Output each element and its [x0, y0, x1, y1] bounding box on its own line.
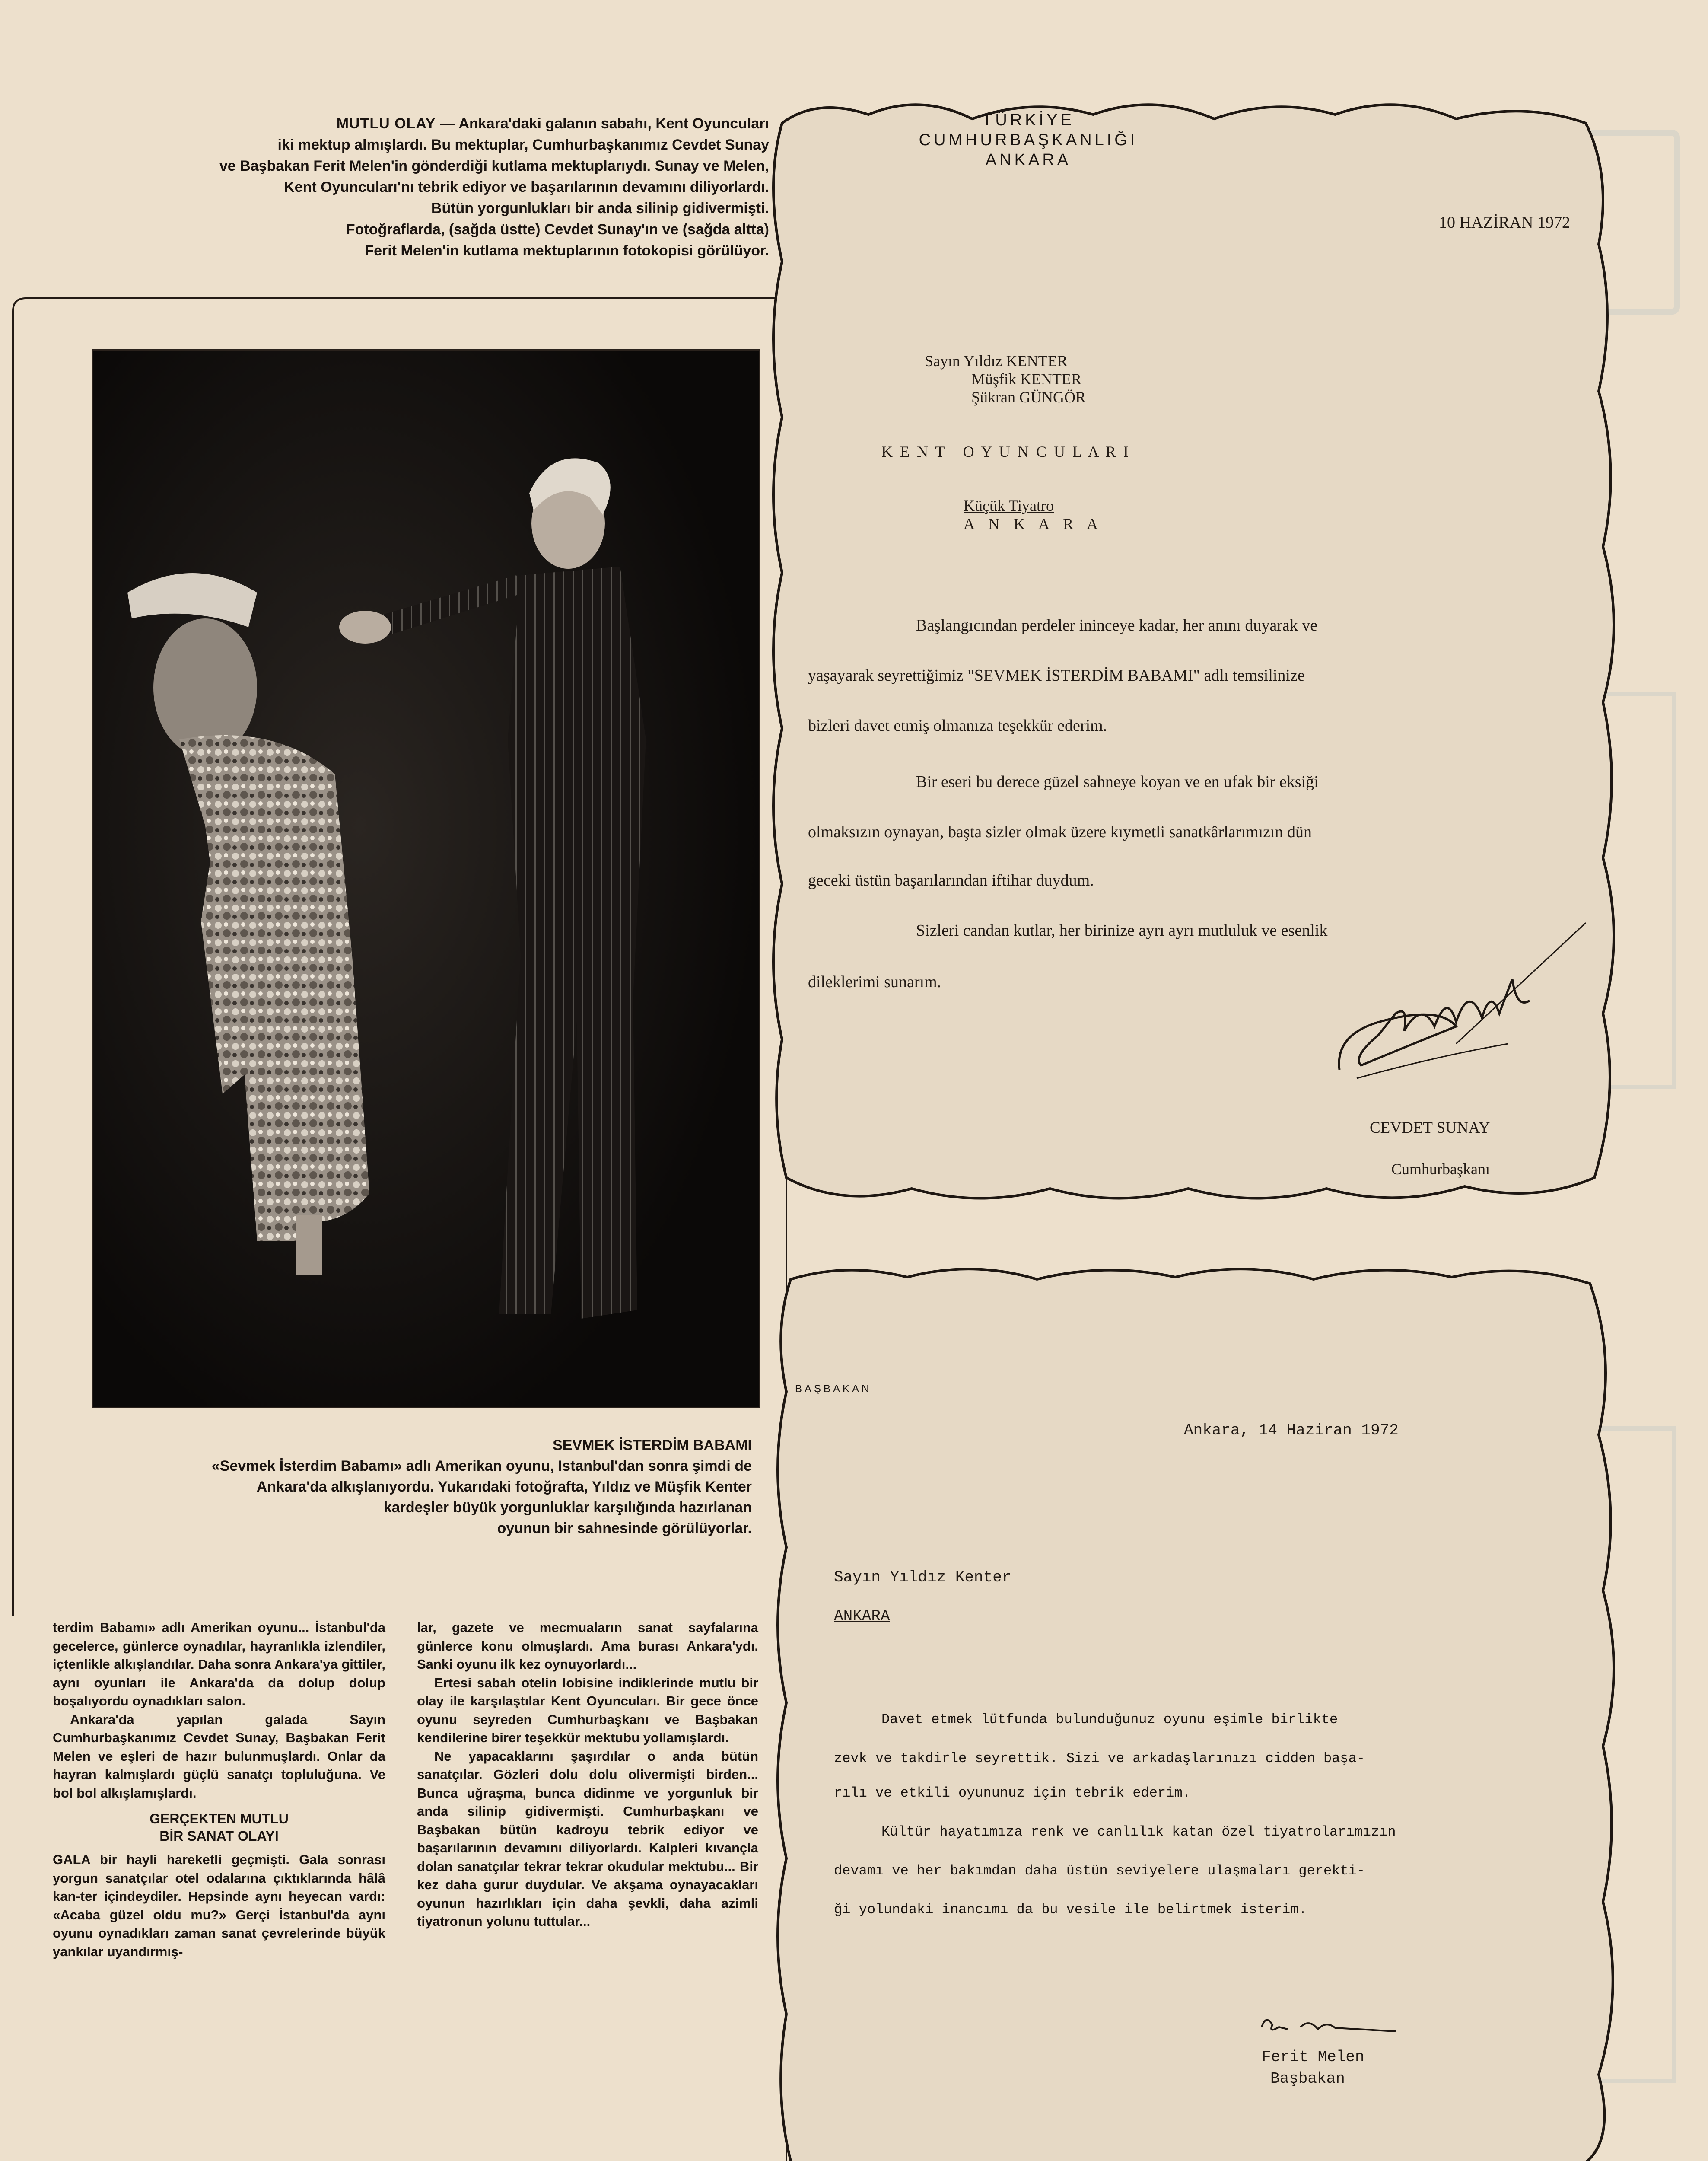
caption-line: Ferit Melen'in kutlama mektuplarının fotokopisi görülüyor.	[365, 242, 769, 259]
letter-body-line: Sizleri candan kutlar, her birinize ayrı ayrı mutluluk ve esenlik	[916, 921, 1328, 940]
letter-date: Ankara, 14 Haziran 1972	[1184, 1422, 1399, 1439]
article-paragraph: Ertesi sabah otelin lobisine indiklerinde mutlu bir olay ile karşılaştılar Kent Oyuncuları. Bir gece önce oyunu seyreden Cumhurbaşkanı ve Başbakan kendilerine birer teşekkür mektubu yollamışlardı.	[417, 1675, 758, 1745]
letter-body-line: devamı ve her bakımdan daha üstün seviyelere ulaşmaları gerekti-	[834, 1863, 1365, 1879]
caption-line: «Sevmek İsterdim Babamı» adlı Amerikan oyunu, Istanbul'dan sonra şimdi de	[211, 1458, 752, 1474]
recipient-line: Şükran GÜNGÖR	[971, 389, 1086, 406]
article-column-1	[53, 1619, 385, 1961]
signer-title: Başbakan	[1270, 2070, 1345, 2088]
signature-sunay	[1326, 914, 1594, 1096]
signer-title: Cumhurbaşkanı	[1391, 1160, 1490, 1178]
article-subheading-line-1: GERÇEKTEN MUTLU	[149, 1811, 289, 1826]
article-subheading-line-2: BİR SANAT OLAYI	[159, 1828, 279, 1844]
letter-body-line: Bir eseri bu derece güzel sahneye koyan ve en ufak bir eksiği	[916, 773, 1319, 791]
top-caption-lead: MUTLU OLAY —	[336, 115, 455, 132]
recipient-line: Küçük Tiyatro	[964, 497, 1054, 514]
letter-body-line: rılı ve etkili oyununuz için tebrik ederim.	[834, 1785, 1191, 1801]
signer-name: Ferit Melen	[1262, 2048, 1364, 2066]
letter-body-line: Başlangıcından perdeler ininceye kadar, her anını duyarak ve	[916, 616, 1318, 634]
caption-line: Bütün yorgunlukları bir anda silinip gidivermişti.	[431, 200, 769, 217]
recipient-line: Sayın Yıldız Kenter	[834, 1568, 1011, 1586]
caption-line: oyunun bir sahnesinde görülüyorlar.	[497, 1520, 752, 1536]
letter-presidential	[791, 106, 1603, 1195]
caption-line: kardeşler büyük yorgunluklar karşılığında hazırlanan	[383, 1499, 752, 1516]
recipient-line: Sayın Yıldız KENTER	[925, 352, 1068, 370]
article-paragraph: GALA bir hayli hareketli geçmişti. Gala sonrası yorgun sanatçılar otel odalarına çıktıklarında hâlâ kan-ter içindeydiler. Hepsinde aynı heyecan vardı: «Acaba güzel oldu mu?» Gerçi İstanbul'da aynı oyunu oynadıkları zaman sanat çevrelerinde büyük yankılar uyandırmış-	[53, 1852, 385, 1959]
caption-line: Ankara'daki galanın sabahı, Kent Oyuncuları	[458, 115, 769, 132]
recipient-line: Müşfik KENTER	[971, 370, 1081, 388]
article-paragraph: lar, gazete ve mecmuaların sanat sayfalarına günlerce konu olmuşlardı. Ama burası Ankara'ydı. Sanki oyunu ilk kez oynuyorlardı...	[417, 1620, 758, 1672]
letterhead-line-2: CUMHURBAŞKANLIĞI	[919, 131, 1138, 149]
letter-prime-minister	[795, 1275, 1599, 2161]
signature-melen	[1253, 2010, 1409, 2044]
recipient-line: ANKARA	[834, 1607, 890, 1625]
article-paragraph: Ankara'da yapılan galada Sayın Cumhurbaşkanımız Cevdet Sunay, Başbakan Ferit Melen ve eşleri de hazır bulunmuşlardı. Onlar da hayran kalmışlardı güçlü sanatçı topluluğuna. Ve bol bol alkışlamışlardı.	[53, 1712, 385, 1801]
caption-line: Ankara'da alkışlanıyordu. Yukarıdaki fotoğrafta, Yıldız ve Müşfik Kenter	[256, 1479, 752, 1495]
caption-line: ve Başbakan Ferit Melen'in gönderdiği kutlama mektuplarıydı. Sunay ve Melen,	[219, 158, 769, 174]
top-caption	[95, 113, 769, 261]
recipient-line: K E N T O Y U N C U L A R I	[881, 443, 1130, 460]
stage-photograph	[92, 349, 760, 1408]
letter-body-line: Davet etmek lütfunda bulunduğunuz oyunu eşimle birlikte	[881, 1712, 1338, 1728]
letter-body-line: yaşayarak seyrettiğimiz "SEVMEK İSTERDİM BABAMI" adlı temsilinize	[808, 666, 1305, 685]
caption-line: Kent Oyuncuları'nı tebrik ediyor ve başarılarının devamını diliyorlardı.	[284, 179, 769, 195]
letter-body-line: bizleri davet etmiş olmanıza teşekkür ederim.	[808, 717, 1107, 735]
letter-date: 10 HAZİRAN 1972	[1439, 214, 1570, 232]
caption-line: Fotoğraflarda, (sağda üstte) Cevdet Sunay'ın ve (sağda altta)	[346, 221, 769, 238]
article-paragraph: Ne yapacaklarını şaşırdılar o anda bütün sanatçılar. Gözleri dolu dolu olivermişti birden... Bunca uğraşma, bunca didinme ve yorgunluk bir anda silinip gidivermişti. Cumhurbaşkanı ve Başbakan bütün kadroyu tebrik ediyor ve başarılarının devamını diliyorlardı. Kalpleri kıvançla dolan sanatçılar tekrar tekrar okudular mektubu... Bir kez daha gurur duydular. Ve akşama oynayacakları oyunun hazırlıkları için daha şevkli, daha azimli tiyatronun yolunu tuttular...	[417, 1748, 758, 1929]
signer-name: CEVDET SUNAY	[1370, 1119, 1490, 1137]
photo-scene	[93, 351, 759, 1407]
letter-body-line: olmaksızın oynayan, başta sizler olmak üzere kıymetli sanatkârlarımızın dün	[808, 823, 1312, 841]
caption-line: iki mektup almışlardı. Bu mektuplar, Cumhurbaşkanımız Cevdet Sunay	[277, 137, 769, 153]
recipient-line: A N K A R A	[964, 515, 1104, 532]
letter-body-line: ği yolundaki inancımı da bu vesile ile belirtmek isterim.	[834, 1902, 1307, 1918]
letterhead-line-1: TÜRKİYE	[982, 111, 1075, 129]
article-paragraph: terdim Babamı» adlı Amerikan oyunu... İstanbul'da gecelerce, günlerce oynadılar, hayranlıkla izlendiler, içtenlikle alkışlandılar. Daha sonra Ankara'ya gittiler, aynı oyunları ile Ankara'da da dolup dolup boşalıyordu oynadıkları salon.	[53, 1620, 385, 1708]
letter-body-line: Kültür hayatımıza renk ve canlılık katan özel tiyatrolarımızın	[881, 1824, 1396, 1840]
letter-body-line: dileklerimi sunarım.	[808, 973, 941, 991]
letterhead-line-3: ANKARA	[985, 151, 1072, 169]
letter-body-line: geceki üstün başarılarından iftihar duydum.	[808, 871, 1094, 889]
letter-body-line: zevk ve takdirle seyrettik. Sizi ve arkadaşlarınızı cidden başa-	[834, 1750, 1365, 1766]
photo-caption-title: SEVMEK İSTERDİM BABAMI	[553, 1437, 752, 1453]
article-column-2	[417, 1619, 758, 1931]
photo-caption	[52, 1435, 752, 1539]
letterhead: BAŞBAKAN	[795, 1383, 872, 1395]
article-subheading	[53, 1810, 385, 1845]
